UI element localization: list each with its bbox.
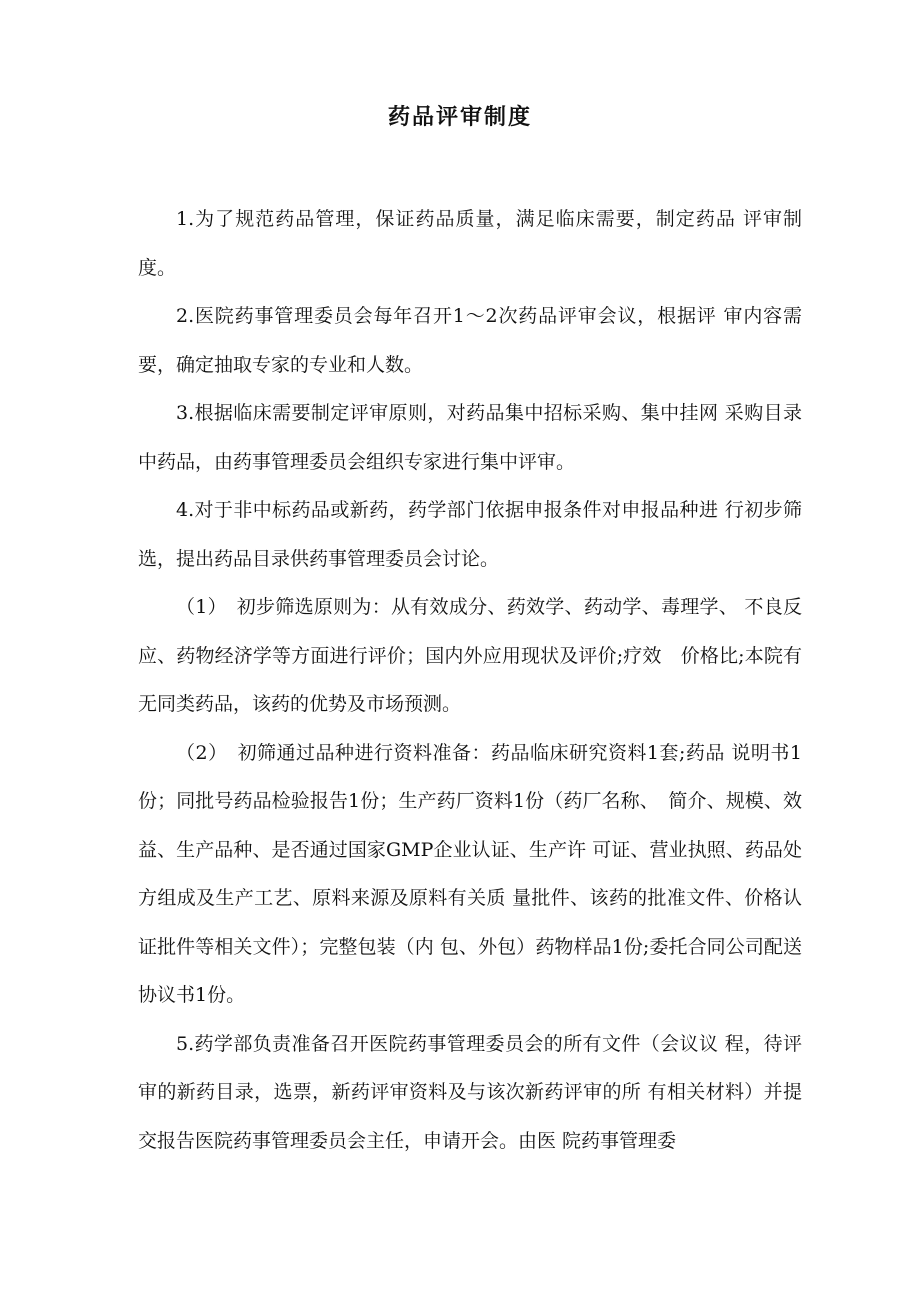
paragraph-2: 2.医院药事管理委员会每年召开1〜2次药品评审会议，根据评 审内容需要，确定抽取专家的专业和人数。 <box>138 305 802 376</box>
paragraph-1: 1.为了规范药品管理，保证药品质量，满足临床需要，制定药品 评审制度。 <box>138 208 802 279</box>
paragraph-3: 3.根据临床需要制定评审原则，对药品集中招标采购、集中挂网 采购目录中药品，由药事管理委员会组织专家进行集中评审。 <box>138 402 802 473</box>
paragraph-5: 5.药学部负责准备召开医院药事管理委员会的所有文件（会议议 程，待评审的新药目录，选票，新药评审资料及与该次新药评审的所 有相关材料）并提交报告医院药事管理委员会主任，申请开会。由医 院药事管理委 <box>138 1032 802 1152</box>
paragraph-4-1: （1） 初步筛选原则为：从有效成分、药效学、药动学、毒理学、 不良反应、药物经济学等方面进行评价；国内外应用现状及评价;疗效 价格比;本院有无同类药品，该药的优势及市场预测。 <box>138 596 802 715</box>
paragraph-4-2: （2） 初筛通过品种进行资料准备：药品临床研究资料1套;药品 说明书1份；同批号药品检验报告1份；生产药厂资料1份（药厂名称、 简介、规模、效益、生产品种、是否通过国家GMP企业认证、生产许 可证、营业执照、药品处方组成及生产工艺、原料来源及原料有关质 量批件、该药的批准文件、价格认证批件等相关文件）；完整包装（内 包、外包）药物样品1份;委托合同公司配送协议书1份。 <box>138 741 802 1006</box>
paragraph-4: 4.对于非中标药品或新药，药学部门依据申报条件对申报品种进 行初步筛选，提出药品目录供药事管理委员会讨论。 <box>138 499 802 570</box>
document-body <box>138 195 802 1165</box>
document-title: 药品评审制度 <box>387 105 532 130</box>
